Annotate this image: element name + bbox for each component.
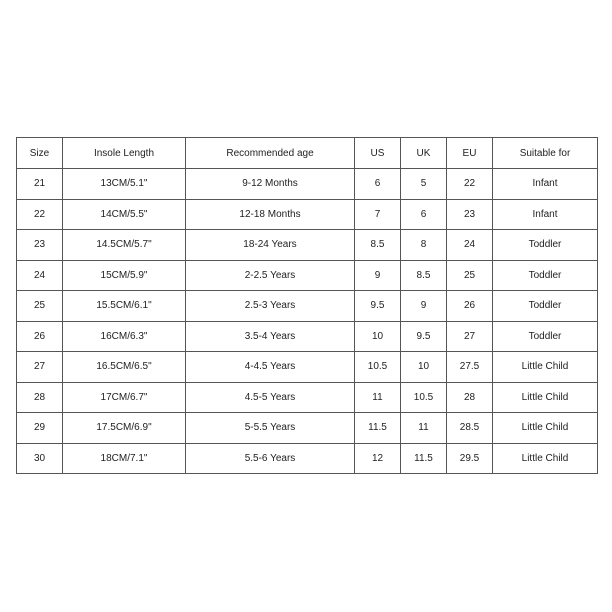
cell-recommended-age: 4.5-5 Years [186,382,355,413]
cell-size: 24 [17,260,63,291]
cell-insole-length: 16CM/6.3" [63,321,186,352]
cell-eu: 26 [447,291,493,322]
cell-suitable-for: Infant [493,199,598,230]
column-header-size: Size [17,138,63,169]
cell-us: 11 [355,382,401,413]
cell-suitable-for: Infant [493,169,598,200]
cell-recommended-age: 3.5-4 Years [186,321,355,352]
cell-insole-length: 15CM/5.9" [63,260,186,291]
cell-eu: 24 [447,230,493,261]
cell-uk: 11 [401,413,447,444]
cell-eu: 22 [447,169,493,200]
cell-eu: 27 [447,321,493,352]
cell-eu: 29.5 [447,443,493,474]
cell-us: 11.5 [355,413,401,444]
cell-eu: 25 [447,260,493,291]
cell-us: 6 [355,169,401,200]
cell-size: 28 [17,382,63,413]
cell-size: 21 [17,169,63,200]
cell-us: 10 [355,321,401,352]
cell-recommended-age: 12-18 Months [186,199,355,230]
table-row [17,169,598,200]
cell-suitable-for: Toddler [493,230,598,261]
cell-uk: 9 [401,291,447,322]
cell-insole-length: 17CM/6.7" [63,382,186,413]
cell-suitable-for: Little Child [493,352,598,383]
cell-uk: 10 [401,352,447,383]
cell-suitable-for: Toddler [493,291,598,322]
cell-eu: 27.5 [447,352,493,383]
cell-size: 26 [17,321,63,352]
cell-insole-length: 18CM/7.1" [63,443,186,474]
cell-us: 9.5 [355,291,401,322]
cell-us: 7 [355,199,401,230]
cell-uk: 8 [401,230,447,261]
cell-uk: 9.5 [401,321,447,352]
cell-us: 8.5 [355,230,401,261]
table-row [17,291,598,322]
cell-insole-length: 14CM/5.5" [63,199,186,230]
cell-eu: 28 [447,382,493,413]
cell-insole-length: 16.5CM/6.5" [63,352,186,383]
column-header-insole-length: Insole Length [63,138,186,169]
cell-suitable-for: Toddler [493,321,598,352]
cell-recommended-age: 4-4.5 Years [186,352,355,383]
column-header-eu: EU [447,138,493,169]
cell-us: 10.5 [355,352,401,383]
cell-insole-length: 17.5CM/6.9" [63,413,186,444]
column-header-uk: UK [401,138,447,169]
cell-recommended-age: 2.5-3 Years [186,291,355,322]
cell-insole-length: 15.5CM/6.1" [63,291,186,322]
cell-suitable-for: Little Child [493,382,598,413]
cell-size: 29 [17,413,63,444]
table-row [17,382,598,413]
table-row [17,352,598,383]
cell-insole-length: 13CM/5.1" [63,169,186,200]
cell-suitable-for: Toddler [493,260,598,291]
table-row [17,199,598,230]
cell-uk: 5 [401,169,447,200]
cell-us: 9 [355,260,401,291]
cell-recommended-age: 2-2.5 Years [186,260,355,291]
cell-recommended-age: 5.5-6 Years [186,443,355,474]
header-row [17,138,598,169]
table-row [17,230,598,261]
cell-suitable-for: Little Child [493,413,598,444]
cell-size: 23 [17,230,63,261]
table-header [17,138,598,169]
cell-size: 27 [17,352,63,383]
cell-uk: 8.5 [401,260,447,291]
cell-eu: 28.5 [447,413,493,444]
column-header-us: US [355,138,401,169]
table-row [17,413,598,444]
cell-size: 25 [17,291,63,322]
cell-recommended-age: 5-5.5 Years [186,413,355,444]
cell-suitable-for: Little Child [493,443,598,474]
cell-recommended-age: 18-24 Years [186,230,355,261]
column-header-suitable-for: Suitable for [493,138,598,169]
cell-recommended-age: 9-12 Months [186,169,355,200]
cell-uk: 10.5 [401,382,447,413]
cell-uk: 6 [401,199,447,230]
column-header-recommended-age: Recommended age [186,138,355,169]
table-row [17,321,598,352]
cell-size: 30 [17,443,63,474]
cell-size: 22 [17,199,63,230]
size-chart-table [16,137,598,474]
cell-uk: 11.5 [401,443,447,474]
cell-us: 12 [355,443,401,474]
cell-insole-length: 14.5CM/5.7" [63,230,186,261]
table-body [17,169,598,474]
cell-eu: 23 [447,199,493,230]
table-row [17,260,598,291]
table-row [17,443,598,474]
